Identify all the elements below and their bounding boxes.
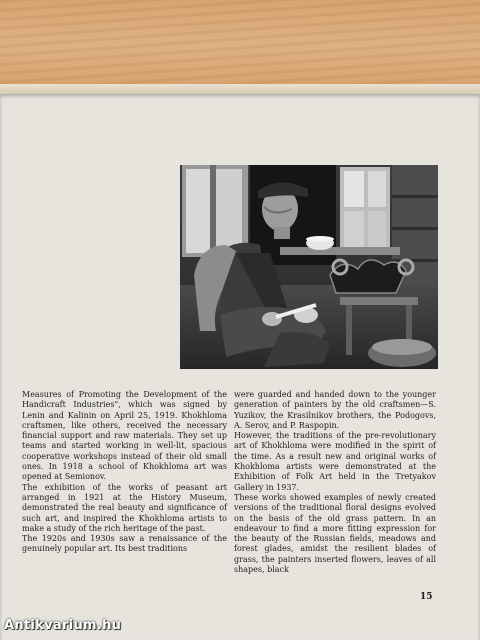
text-column-left	[22, 390, 227, 555]
paragraph: were guarded and handed down to the younger generation of painters by the old craftsmen—S. Yuzikov, the Krasilnikov brothers, the Podogovs, A. Serov, and P. Raspopin.	[234, 390, 436, 430]
paragraph: The exhibition of the works of peasant art arranged in 1921 at the History Museum, demonstrated the real beauty and significance of such art, and inspired the Khokhloma artists to make a study of the rich heritage of the past.	[22, 482, 227, 533]
paragraph: Measures of Promoting the Development of the Handicraft Industries", which was signed by Lenin and Kalinin on April 25, 1919. Khokhloma craftsmen, like others, received the necessary financial support and raw materials. They set up teams and started working in well-lit, spacious cooperative workshops instead of their old small ones. In 1918 a school of Khokhloma art was opened at Semionov.	[22, 390, 227, 482]
paragraph: However, the traditions of the pre-revolutionary art of Khokhloma were modified in the spirit of the time. As a result new and original works of Khokhloma artists were demonstrated at the Exhibition of Folk Art held in the Tretyakov Gallery in 1937.	[234, 431, 436, 492]
watermark-logo: Antikvarium.hu	[4, 618, 122, 633]
page-number: 15	[420, 592, 433, 602]
paragraph: These works showed examples of newly created versions of the traditional floral designs evolved on the basis of the old grass pattern. In an endeavour to find a more fitting expression for the beauty of the Russian fields, meadows and forest glades, amidst the resilient blades of grass, the painters inserted flowers, leaves of all shapes, black	[234, 492, 436, 575]
craftsman-photograph	[180, 165, 438, 369]
paragraph: The 1920s and 1930s saw a renaissance of the genuinely popular art. Its best traditions	[22, 534, 227, 554]
text-column-right	[234, 390, 436, 575]
